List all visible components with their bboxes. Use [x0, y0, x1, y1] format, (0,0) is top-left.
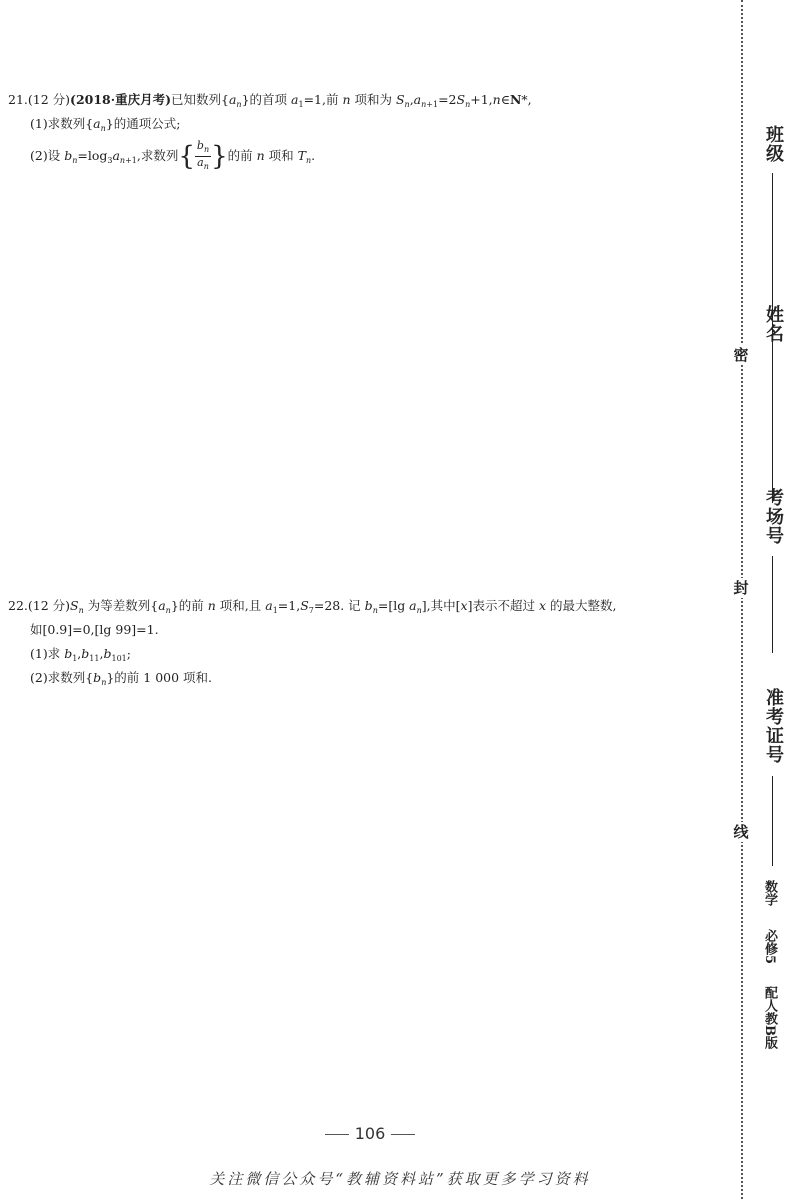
- field-name-label: 姓名: [763, 305, 784, 343]
- seal-char-feng: 封: [731, 578, 751, 598]
- field-class-label: 班级: [763, 125, 784, 163]
- field-name-line: [772, 353, 773, 503]
- field-exam-room-label: 考场号: [763, 488, 784, 545]
- page-number: 106: [0, 1124, 740, 1143]
- field-ticket-number-label: 准考证号: [763, 688, 784, 764]
- q21-part1: (1)求数列$\{a_n\}$的通项公式;: [30, 116, 181, 133]
- q22-part2: (2)求数列$\{b_n\}$的前 1 000 项和.: [30, 670, 213, 687]
- seal-char-mi: 密: [731, 345, 751, 365]
- field-name: [760, 305, 784, 343]
- q21-source: (2018·重庆月考): [70, 92, 172, 107]
- field-ticket-number-line: [772, 776, 773, 866]
- binding-dotted-line: [741, 0, 743, 1199]
- q21-part2: (2)设 $b_n=\log_3a_{n+1}$,求数列{ $\frac{b_n}{a_n}$ }的前 n 项和 $T_n$.: [30, 139, 316, 172]
- field-class: [760, 125, 784, 163]
- field-exam-room: [760, 488, 784, 545]
- q21-stem: 21.(12 分)(2018·重庆月考)已知数列$\{a_n\}$的首项 $a_1=1$,前 n 项和为 $S_n,a_{n+1}=2S_n+1,n\in N*$,: [8, 92, 532, 109]
- q22-part1: (1)求 $b_1,b_{11},b_{101}$;: [30, 646, 131, 663]
- subject-label: 数学 必修5 配人教B版: [762, 880, 777, 1050]
- q22-stem-line2: 如[0.9]=0,[lg 99]=1.: [30, 622, 159, 637]
- seal-char-xian: 线: [731, 822, 751, 842]
- field-ticket-number: [760, 688, 784, 764]
- fraction-bn-over-an: $\frac{b_n}{a_n}$: [196, 139, 210, 171]
- footer-note: 关注微信公众号“教辅资料站”获取更多学习资料: [209, 1170, 591, 1188]
- field-exam-room-line: [772, 556, 773, 653]
- q22-stem: 22.(12 分)$S_n$ 为等差数列$\{a_n\}$的前 n 项和,且 $a_1=1,S_7=28$. 记 $b_n=[\lg$ $a_n$],其中[x]表示不超过 x 的最大整数,: [8, 598, 617, 615]
